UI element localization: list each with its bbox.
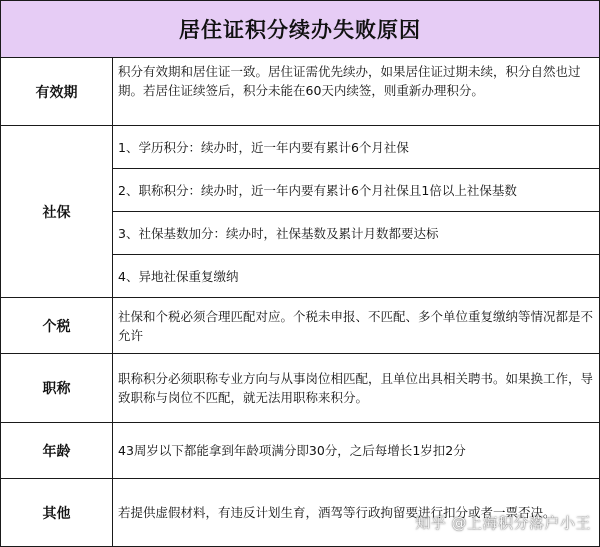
table-row-professional-title xyxy=(1,354,600,423)
social-insurance-item-1: 1、学历积分：续办时，近一年内要有累计6个月社保 xyxy=(113,126,600,169)
social-insurance-item-3: 3、社保基数加分：续办时，社保基数及累计月数都要达标 xyxy=(113,212,600,255)
table-title: 居住证积分续办失败原因 xyxy=(1,1,600,58)
table-row-age xyxy=(1,423,600,479)
table-row-validity xyxy=(1,58,600,126)
row-text-income-tax: 社保和个税必须合理匹配对应。个税未申报、不匹配、多个单位重复缴纳等情况都是不允许 xyxy=(113,298,600,354)
row-label-social-insurance: 社保 xyxy=(1,126,113,298)
table-row-income-tax xyxy=(1,298,600,354)
social-insurance-item-2: 2、职称积分：续办时，近一年内要有累计6个月社保且1倍以上社保基数 xyxy=(113,169,600,212)
row-label-professional-title: 职称 xyxy=(1,354,113,423)
row-label-age: 年龄 xyxy=(1,423,113,479)
row-label-income-tax: 个税 xyxy=(1,298,113,354)
row-label-validity: 有效期 xyxy=(1,58,113,126)
title-row xyxy=(1,1,600,58)
row-text-professional-title: 职称积分必须职称专业方向与从事岗位相匹配，且单位出具相关聘书。如果换工作，导致职称与岗位不匹配，就无法用职称来积分。 xyxy=(113,354,600,423)
row-text-age: 43周岁以下都能拿到年龄项满分即30分，之后每增长1岁扣2分 xyxy=(113,423,600,479)
table-row-social-insurance xyxy=(1,126,600,169)
watermark: 知乎 @上海积分落户小王 xyxy=(415,514,591,532)
row-text-validity: 积分有效期和居住证一致。居住证需优先续办，如果居住证过期未续，积分自然也过期。若居住证续签后，积分未能在60天内续签，则重新办理积分。 xyxy=(113,58,600,126)
row-label-other: 其他 xyxy=(1,479,113,547)
social-insurance-item-4: 4、异地社保重复缴纳 xyxy=(113,255,600,298)
row-text-other: 若提供虚假材料，有违反计划生育，酒驾等行政拘留要进行扣分或者一票否决。 xyxy=(113,479,600,547)
